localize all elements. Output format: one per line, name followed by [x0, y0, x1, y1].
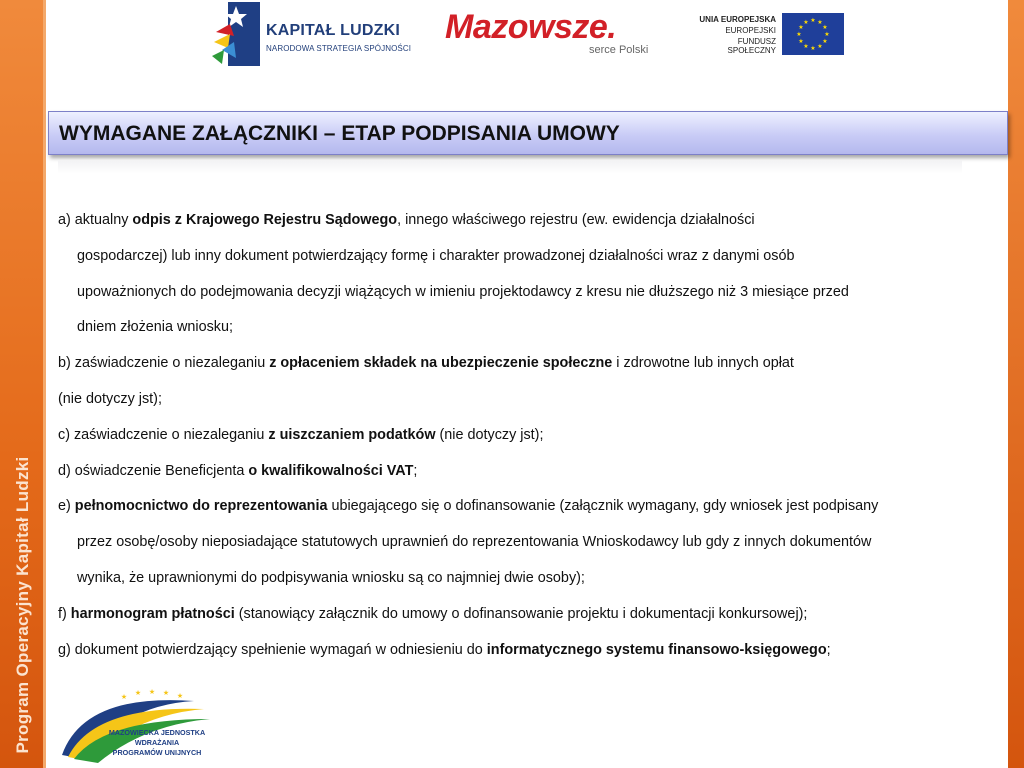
mjwpu-line-2: WDRAŻANIA: [134, 738, 180, 747]
text-segment: ubiegającego się o dofinansowanie (załącznik wymagany, gdy wniosek jest podpisany: [327, 498, 879, 515]
list-item-continuation: [58, 275, 998, 311]
mazowsze-logo: [443, 8, 663, 60]
text-segment: ;: [413, 462, 418, 479]
eu-line-3: FUNDUSZ SPOŁECZNY: [727, 37, 776, 55]
list-item: [58, 489, 998, 525]
mjwpu-logo: [54, 675, 244, 768]
text-segment: e): [58, 498, 75, 515]
kapital-ludzki-logo: [210, 2, 430, 68]
eu-line-2: EUROPEJSKI: [725, 26, 776, 35]
mjwpu-line-1: MAZOWIECKA JEDNOSTKA: [108, 728, 206, 737]
text-segment: (nie dotyczy jst);: [435, 426, 544, 443]
emphasized-text: o kwalifikowalności VAT: [248, 462, 414, 479]
kapital-ludzki-title: KAPITAŁ LUDZKI: [266, 22, 401, 39]
text-segment: i zdrowotne lub innych opłat: [612, 355, 794, 372]
text-segment: d) oświadczenie Beneficjenta: [58, 462, 249, 479]
emphasized-text: z opłaceniem składek na ubezpieczenie społeczne: [269, 355, 613, 372]
text-segment: c) zaświadczenie o niezaleganiu: [58, 426, 269, 443]
text-segment: upoważnionych do podejmowania decyzji wiążących w imieniu projektodawcy z kresu nie dłuższego niż 3 miesiące przed: [77, 283, 849, 300]
text-segment: przez osobę/osoby nieposiadające statutowych uprawnień do reprezentowania Wnioskodawcy lub gdy z innych dokumentów: [77, 534, 872, 551]
text-segment: dniem złożenia wniosku;: [77, 319, 233, 336]
list-item: [58, 346, 998, 382]
svg-text:★: ★: [120, 693, 128, 701]
svg-text:★: ★: [798, 38, 804, 45]
mjwpu-line-3: PROGRAMÓW UNIJNYCH: [112, 748, 202, 757]
list-item-continuation: [58, 310, 998, 346]
kapital-ludzki-emblem-icon: [210, 2, 262, 68]
text-segment: a) aktualny: [58, 212, 133, 228]
list-item: [58, 597, 998, 633]
attachments-list: [58, 203, 998, 668]
svg-text:★: ★: [803, 43, 809, 50]
svg-text:★: ★: [162, 689, 170, 697]
list-item: [58, 418, 998, 454]
svg-text:★: ★: [176, 692, 184, 700]
svg-text:★: ★: [817, 19, 823, 26]
eu-line-1: UNIA EUROPEJSKA: [699, 15, 776, 24]
emphasized-text: informatycznego systemu finansowo-księgowego: [486, 641, 827, 658]
text-segment: (stanowiący załącznik do umowy o dofinansowanie projektu i dokumentacji konkursowej);: [234, 605, 808, 622]
emphasized-text: pełnomocnictwo do reprezentowania: [74, 498, 328, 515]
list-item: [58, 633, 998, 669]
svg-text:★: ★: [824, 31, 830, 38]
mazowsze-subtitle: serce Polski: [589, 44, 649, 56]
list-item: [58, 454, 998, 490]
list-item-continuation: [58, 239, 998, 275]
eu-flag-icon: [782, 13, 844, 55]
title-reflection: [58, 160, 962, 174]
side-band-text: Program Operacyjny Kapitał Ludzki: [13, 456, 32, 754]
svg-text:★: ★: [148, 688, 156, 696]
slide-title: WYMAGANE ZAŁĄCZNIKI – ETAP PODPISANIA UMOWY: [59, 122, 620, 145]
svg-text:★: ★: [803, 19, 809, 26]
right-band: [1008, 0, 1024, 768]
svg-text:★: ★: [796, 31, 802, 38]
emphasized-text: harmonogram płatności: [70, 605, 235, 622]
side-band-text-container: [0, 0, 46, 768]
svg-text:★: ★: [810, 45, 816, 52]
list-item-continuation: [58, 382, 998, 418]
emphasized-text: z uiszczaniem podatków: [268, 426, 436, 443]
svg-text:★: ★: [798, 24, 804, 31]
text-segment: f): [58, 605, 71, 622]
kapital-ludzki-subtitle: NARODOWA STRATEGIA SPÓJNOŚCI: [266, 44, 412, 53]
mazowsze-title: Mazowsze.: [445, 8, 617, 46]
svg-text:★: ★: [822, 38, 828, 45]
text-segment: b) zaświadczenie o niezaleganiu: [58, 355, 270, 372]
text-segment: ;: [826, 641, 831, 658]
eu-logo: [690, 13, 850, 57]
list-item: [58, 203, 998, 239]
list-item-continuation: [58, 561, 998, 597]
mjwpu-text: [92, 728, 222, 758]
emphasized-text: odpis z Krajowego Rejestru Sądowego: [132, 212, 398, 228]
slide-title-bar: [48, 111, 1008, 155]
svg-text:★: ★: [822, 24, 828, 31]
svg-text:★: ★: [134, 689, 142, 697]
text-segment: (nie dotyczy jst);: [58, 390, 162, 407]
svg-text:★: ★: [810, 17, 816, 24]
text-segment: , innego właściwego rejestru (ew. ewidencja działalności: [397, 212, 755, 228]
list-item-continuation: [58, 525, 998, 561]
eu-logo-text: [690, 15, 776, 55]
text-segment: wynika, że uprawnionymi do podpisywania wniosku są co najmniej dwie osoby);: [77, 569, 585, 586]
text-segment: g) dokument potwierdzający spełnienie wymagań w odniesieniu do: [58, 641, 487, 658]
text-segment: gospodarczej) lub inny dokument potwierdzający formę i charakter prowadzonej działalności wraz z danymi osób: [77, 247, 795, 264]
svg-text:★: ★: [817, 43, 823, 50]
